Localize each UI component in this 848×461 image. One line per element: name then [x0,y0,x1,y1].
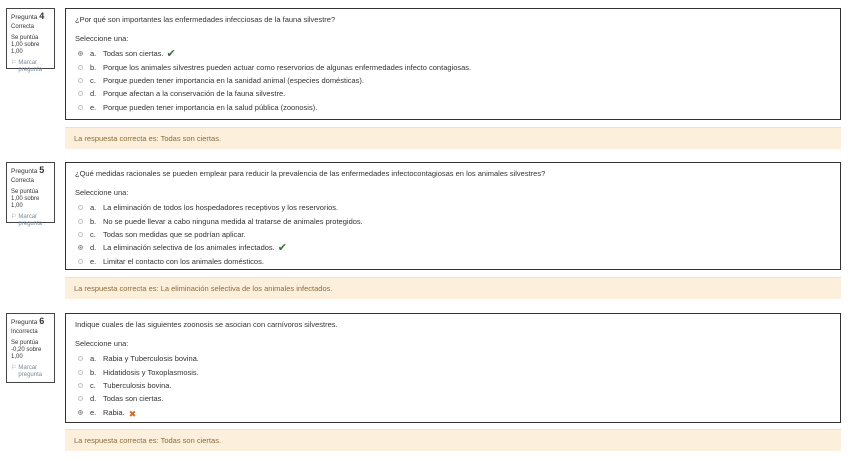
flag-question-link[interactable]: ⚐ Marcar pregunta [11,60,43,73]
question-content [65,162,841,270]
answer-option[interactable]: c. Porque pueden tener importancia en la sanidad animal (especies domésticas). [75,74,831,87]
answer-option[interactable]: a. Todas son ciertas. ✔ [75,47,831,60]
answer-option[interactable]: b. Porque los animales silvestres pueden actuar como reservorios de algunas enfermedades infecto contagiosas. [75,60,831,73]
answer-option[interactable]: e. Porque pueden tener importancia en la salud pública (zoonosis). [75,101,831,114]
correct-answer-feedback: La respuesta correcta es: La eliminación selectiva de los animales infectados. [65,277,841,299]
flag-icon: ⚐ [11,60,17,66]
answer-option[interactable]: a. La eliminación de todos los hospedadores receptivos y los reservorios. [75,201,831,214]
radio-button[interactable] [78,91,83,96]
question-state: Correcta [11,24,35,30]
answer-prompt: Seleccione una: [75,188,129,197]
radio-button[interactable] [78,232,83,237]
question-content [65,8,841,120]
question-text: Indique cuales de las siguientes zoonosis se asocian con carnívoros silvestres. [75,320,338,329]
question-info [6,313,55,383]
radio-button[interactable] [78,396,83,401]
question-info [6,8,55,73]
answer-prompt: Seleccione una: [75,34,129,43]
answer-option[interactable]: d. Porque afectan a la conservación de la fauna silvestre. [75,87,831,100]
answer-option[interactable]: d. Todas son ciertas. [75,392,831,405]
radio-button[interactable] [78,356,83,361]
correct-answer-feedback: La respuesta correcta es: Todas son ciertas. [65,429,841,451]
question-number: Pregunta 6 [11,316,45,326]
question-text: ¿Qué medidas racionales se pueden emplear para reducir la prevalencia de las enfermedades infectocontagiosas en los animales silvestres? [75,169,546,178]
radio-button[interactable] [78,245,83,250]
radio-button[interactable] [78,383,83,388]
answer-option[interactable]: c. Todas son medidas que se podrían aplicar. [75,228,831,241]
question-number: Pregunta 4 [11,11,45,21]
answer-list [75,47,831,114]
radio-button[interactable] [78,205,83,210]
answer-list [75,201,831,268]
answer-option[interactable]: d. La eliminación selectiva de los animales infectados. ✔ [75,241,831,254]
radio-button[interactable] [78,410,83,415]
flag-question-link[interactable]: ⚐ Marcar pregunta [11,214,43,227]
answer-list [75,352,831,419]
question-state: Incorrecta [11,329,38,335]
radio-button[interactable] [78,105,83,110]
cross-icon: ✖ [128,409,137,420]
answer-option[interactable]: e. Rabia. ✖ [75,406,831,419]
question-grade: Se puntúa -0,20 sobre 1,00 [11,340,42,360]
question-grade: Se puntúa 1,00 sobre 1,00 [11,189,40,209]
question-info [6,162,55,227]
check-icon: ✔ [277,241,287,254]
check-icon: ✔ [166,47,176,60]
answer-option[interactable]: e. Limitar el contacto con los animales domésticos. [75,255,831,268]
radio-button[interactable] [78,51,83,56]
radio-button[interactable] [78,78,83,83]
flag-icon: ⚐ [11,214,17,220]
answer-option[interactable]: c. Tuberculosis bovina. [75,379,831,392]
answer-prompt: Seleccione una: [75,339,129,348]
question-content [65,313,841,423]
correct-answer-feedback: La respuesta correcta es: Todas son ciertas. [65,127,841,149]
radio-button[interactable] [78,219,83,224]
question-number: Pregunta 5 [11,165,45,175]
radio-button[interactable] [78,370,83,375]
answer-option[interactable]: b. No se puede llevar a cabo ninguna medida al tratarse de animales protegidos. [75,214,831,227]
radio-button[interactable] [78,259,83,264]
question-grade: Se puntúa 1,00 sobre 1,00 [11,35,40,55]
question-text: ¿Por qué son importantes las enfermedades infecciosas de la fauna silvestre? [75,15,336,24]
flag-icon: ⚐ [11,365,17,371]
question-state: Correcta [11,178,35,184]
answer-option[interactable]: b. Hidatidosis y Toxoplasmosis. [75,365,831,378]
radio-button[interactable] [78,65,83,70]
flag-question-link[interactable]: ⚐ Marcar pregunta [11,365,43,378]
answer-option[interactable]: a. Rabia y Tuberculosis bovina. [75,352,831,365]
